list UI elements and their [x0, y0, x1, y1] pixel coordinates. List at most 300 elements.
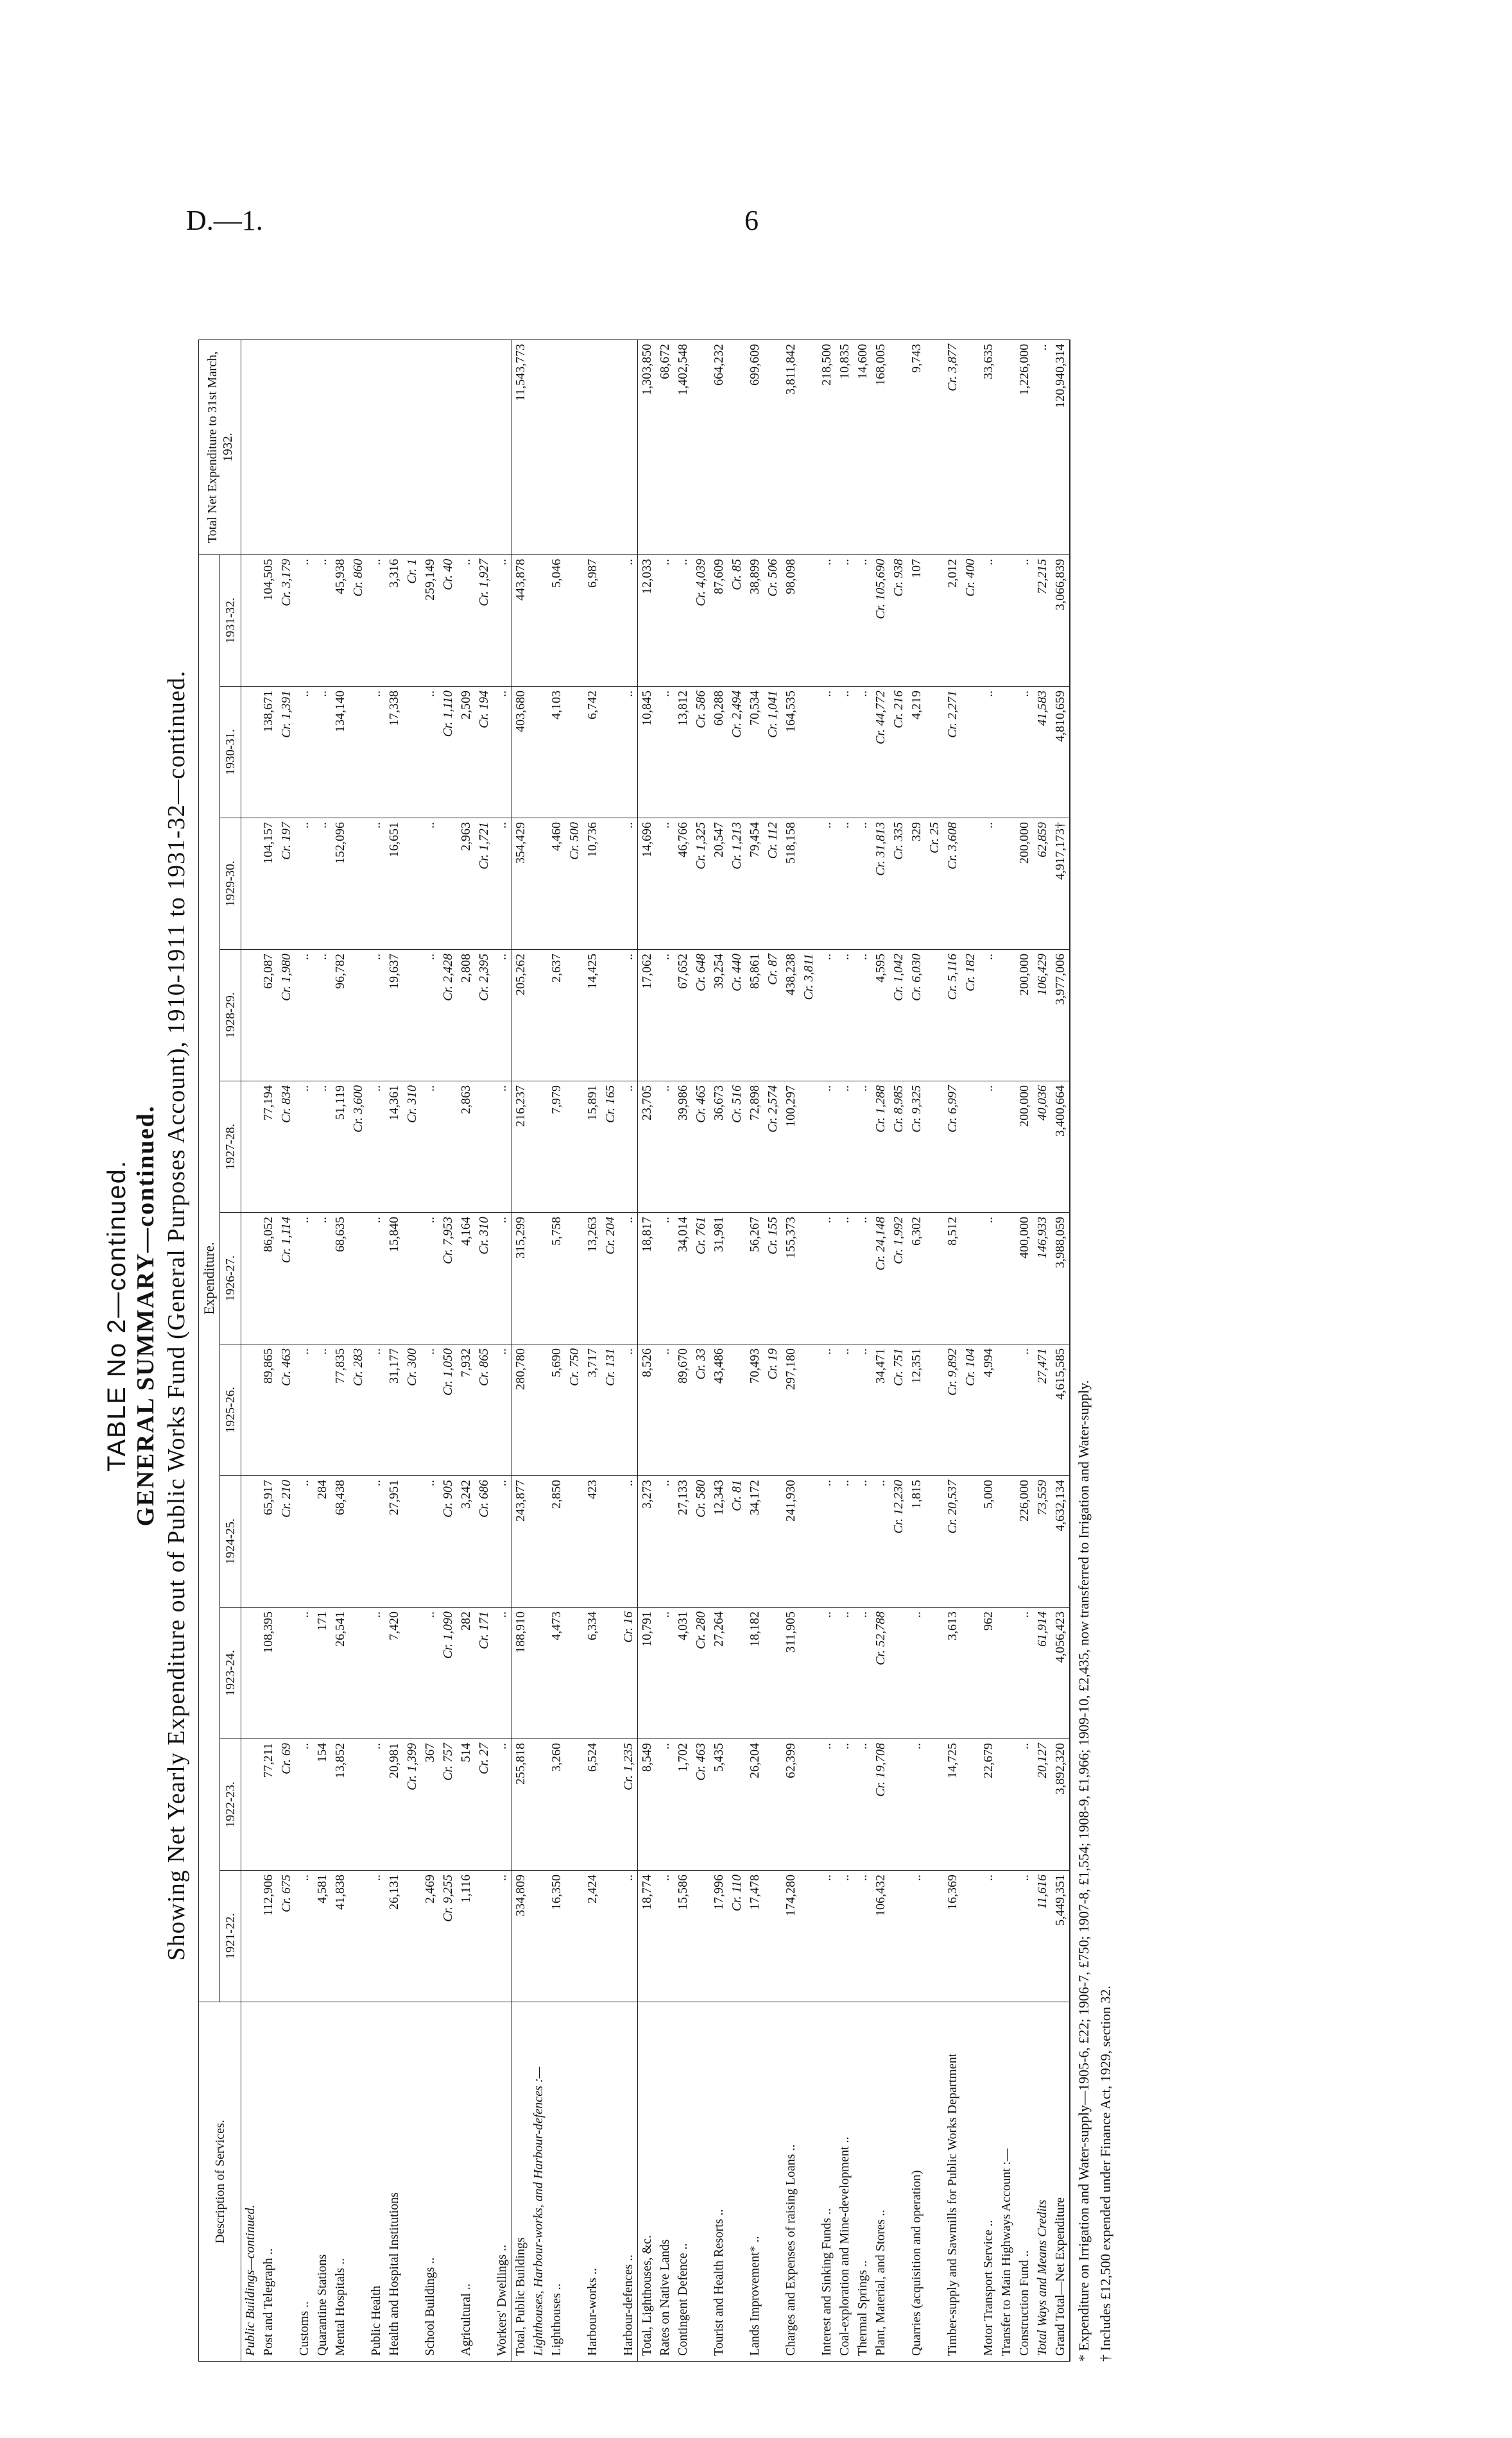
year-cell: 962 — [979, 1608, 997, 1739]
year-cell — [529, 1081, 547, 1213]
year-cell: .. — [421, 1081, 439, 1213]
year-cell — [997, 1081, 1015, 1213]
year-cell: .. — [818, 1344, 836, 1476]
total-cell — [367, 339, 385, 554]
row-description: Interest and Sinking Funds .. — [818, 2002, 836, 2362]
year-cell — [241, 950, 260, 1081]
year-cell: Cr. 310 — [475, 1213, 493, 1344]
year-cell: 3,066,839 — [1051, 554, 1070, 686]
year-cell: 6,302 — [907, 1213, 925, 1344]
year-cell — [601, 1739, 619, 1871]
total-cell: 218,500 — [818, 339, 836, 554]
year-cell: 31,981 — [710, 1213, 728, 1344]
year-cell: 17,338 — [385, 687, 403, 818]
year-cell: Cr. 9,325 — [907, 1081, 925, 1213]
table-row — [349, 339, 367, 2361]
table-row — [1033, 339, 1051, 2361]
year-cell: Cr. 2,574 — [764, 1081, 782, 1213]
year-cell — [961, 687, 979, 818]
year-cell: .. — [818, 1476, 836, 1608]
year-cell: 19,637 — [385, 950, 403, 1081]
year-cell: 68,438 — [331, 1476, 349, 1608]
year-cell: .. — [818, 1608, 836, 1739]
year-cell: 27,133 — [674, 1476, 692, 1608]
year-cell: .. — [367, 1871, 385, 2002]
year-cell — [728, 1344, 746, 1476]
year-cell — [565, 1213, 583, 1344]
year-cell: .. — [619, 818, 638, 950]
total-cell: 168,005 — [872, 339, 889, 554]
year-cell — [800, 554, 818, 686]
year-cell: Cr. 131 — [601, 1344, 619, 1476]
year-cell: Cr. 1,399 — [403, 1739, 421, 1871]
year-cell: 7,979 — [547, 1081, 565, 1213]
year-header: 1928-29. — [220, 950, 241, 1081]
year-cell — [349, 818, 367, 950]
year-cell: 12,351 — [907, 1344, 925, 1476]
year-cell: Cr. 194 — [475, 687, 493, 818]
year-cell: .. — [313, 818, 331, 950]
year-cell: .. — [295, 950, 313, 1081]
year-cell: .. — [295, 554, 313, 686]
total-cell: 10,835 — [836, 339, 854, 554]
year-cell: Cr. 751 — [889, 1344, 907, 1476]
year-cell: .. — [493, 1344, 511, 1476]
year-cell — [925, 1608, 943, 1739]
year-cell: Cr. 31,813 — [872, 818, 889, 950]
year-cell: Cr. 3,811 — [800, 950, 818, 1081]
year-cell: 12,343 — [710, 1476, 728, 1608]
year-cell: 87,609 — [710, 554, 728, 686]
year-cell: Cr. 16 — [619, 1608, 638, 1739]
year-cell: .. — [493, 818, 511, 950]
year-cell: 7,932 — [457, 1344, 475, 1476]
year-cell: 67,652 — [674, 950, 692, 1081]
year-cell: 70,534 — [746, 687, 764, 818]
year-cell: 45,938 — [331, 554, 349, 686]
year-cell: .. — [656, 818, 674, 950]
row-description — [925, 2002, 943, 2362]
year-cell: 72,898 — [746, 1081, 764, 1213]
year-cell: 400,000 — [1015, 1213, 1033, 1344]
row-description: Transfer to Main Highways Account :— — [997, 2002, 1015, 2362]
table-row — [782, 339, 800, 2361]
year-cell: 2,963 — [457, 818, 475, 950]
year-cell: 20,547 — [710, 818, 728, 950]
year-cell — [764, 1476, 782, 1608]
year-cell — [800, 1081, 818, 1213]
year-cell: 3,988,059 — [1051, 1213, 1070, 1344]
year-cell: Cr. 19,708 — [872, 1739, 889, 1871]
year-cell: 6,524 — [583, 1739, 601, 1871]
row-description — [728, 2002, 746, 2362]
year-cell: Cr. 105,690 — [872, 554, 889, 686]
year-cell: Cr. 44,772 — [872, 687, 889, 818]
year-cell: .. — [979, 1213, 997, 1344]
expenditure-table — [198, 339, 1070, 2362]
year-cell: 1,116 — [457, 1871, 475, 2002]
year-cell: Cr. 1,992 — [889, 1213, 907, 1344]
year-cell: Cr. 24,148 — [872, 1213, 889, 1344]
year-cell: 3,717 — [583, 1344, 601, 1476]
year-cell: 14,725 — [943, 1739, 961, 1871]
year-cell: Cr. 580 — [692, 1476, 710, 1608]
year-cell: .. — [295, 1081, 313, 1213]
year-cell: .. — [818, 1213, 836, 1344]
year-cell — [764, 1739, 782, 1871]
row-description: Total, Public Buildings — [511, 2002, 530, 2362]
year-cell: 1,702 — [674, 1739, 692, 1871]
row-description — [439, 2002, 457, 2362]
year-cell: 7,420 — [385, 1608, 403, 1739]
year-cell — [241, 1476, 260, 1608]
year-cell: .. — [979, 818, 997, 950]
year-cell: .. — [854, 950, 872, 1081]
year-cell: .. — [367, 1344, 385, 1476]
year-cell — [241, 554, 260, 686]
year-cell — [349, 1213, 367, 1344]
year-cell — [403, 1213, 421, 1344]
year-cell: Cr. 465 — [692, 1081, 710, 1213]
year-cell: .. — [295, 1608, 313, 1739]
row-description: Construction Fund .. — [1015, 2002, 1033, 2362]
row-description: Lighthouses .. — [547, 2002, 565, 2362]
year-cell: 18,774 — [638, 1871, 657, 2002]
year-cell: 17,062 — [638, 950, 657, 1081]
year-cell: 10,791 — [638, 1608, 657, 1739]
row-description — [692, 2002, 710, 2362]
row-description: Harbour-works .. — [583, 2002, 601, 2362]
year-cell: Cr. 69 — [277, 1739, 295, 1871]
year-cell: .. — [656, 1213, 674, 1344]
year-cell: 282 — [457, 1608, 475, 1739]
table-row — [295, 339, 313, 2361]
year-cell: .. — [656, 1739, 674, 1871]
year-cell: 27,951 — [385, 1476, 403, 1608]
year-cell: 26,204 — [746, 1739, 764, 1871]
year-cell: Cr. 516 — [728, 1081, 746, 1213]
year-header: 1922-23. — [220, 1739, 241, 1871]
year-cell: .. — [295, 818, 313, 950]
row-description — [403, 2002, 421, 2362]
year-cell — [997, 1608, 1015, 1739]
year-cell — [961, 1476, 979, 1608]
year-cell: 39,986 — [674, 1081, 692, 1213]
year-cell: 138,671 — [259, 687, 277, 818]
year-cell — [997, 1871, 1015, 2002]
year-cell: 12,033 — [638, 554, 657, 686]
year-cell — [800, 687, 818, 818]
table-row — [421, 339, 439, 2361]
year-cell — [961, 1081, 979, 1213]
year-cell: Cr. 834 — [277, 1081, 295, 1213]
year-cell — [601, 554, 619, 686]
year-cell — [403, 818, 421, 950]
year-cell — [925, 1739, 943, 1871]
year-cell: 8,526 — [638, 1344, 657, 1476]
year-cell: 16,651 — [385, 818, 403, 950]
table-row — [565, 339, 583, 2361]
year-cell: Cr. 19 — [764, 1344, 782, 1476]
year-header: 1921-22. — [220, 1871, 241, 2002]
year-cell: 154 — [313, 1739, 331, 1871]
year-cell — [439, 1081, 457, 1213]
row-description — [800, 2002, 818, 2362]
total-cell — [403, 339, 421, 554]
year-cell: 18,182 — [746, 1608, 764, 1739]
year-cell: Cr. 1,391 — [277, 687, 295, 818]
year-cell: .. — [979, 1081, 997, 1213]
year-cell: 13,263 — [583, 1213, 601, 1344]
year-cell: Cr. 52,788 — [872, 1608, 889, 1739]
year-cell: .. — [421, 1608, 439, 1739]
year-cell — [241, 818, 260, 950]
year-cell — [529, 1871, 547, 2002]
row-description — [601, 2002, 619, 2362]
year-cell: .. — [1015, 687, 1033, 818]
year-cell — [601, 818, 619, 950]
row-description: Lighthouses, Harbour-works, and Harbour-defences :— — [529, 2002, 547, 2362]
year-cell: 2,863 — [457, 1081, 475, 1213]
total-cell — [295, 339, 313, 554]
table-row — [547, 339, 565, 2361]
year-cell: .. — [854, 1871, 872, 2002]
year-cell: Cr. 3,179 — [277, 554, 295, 686]
row-description: School Buildings .. — [421, 2002, 439, 2362]
year-cell: Cr. 1,213 — [728, 818, 746, 950]
year-cell — [403, 1871, 421, 2002]
year-cell: 2,012 — [943, 554, 961, 686]
row-description: Total, Lighthouses, &c. — [638, 2002, 657, 2362]
year-cell: 43,486 — [710, 1344, 728, 1476]
year-cell: 4,581 — [313, 1871, 331, 2002]
year-cell: 518,158 — [782, 818, 800, 950]
description-header: Description of Services. — [199, 2002, 241, 2362]
year-cell: 164,535 — [782, 687, 800, 818]
year-cell: Cr. 87 — [764, 950, 782, 1081]
expenditure-header: Expenditure. — [199, 554, 220, 2002]
year-cell — [439, 818, 457, 950]
year-cell: .. — [421, 1213, 439, 1344]
year-cell — [961, 818, 979, 950]
year-cell: .. — [836, 1608, 854, 1739]
year-cell: Cr. 27 — [475, 1739, 493, 1871]
year-cell — [349, 687, 367, 818]
year-cell: .. — [493, 554, 511, 686]
year-cell: .. — [818, 554, 836, 686]
row-description: Coal-exploration and Mine-development .. — [836, 2002, 854, 2362]
year-cell: 27,264 — [710, 1608, 728, 1739]
year-cell — [403, 950, 421, 1081]
row-description: Grand Total—Net Expenditure — [1051, 2002, 1070, 2362]
total-cell: 14,600 — [854, 339, 872, 554]
year-cell: 2,850 — [547, 1476, 565, 1608]
year-cell: .. — [421, 950, 439, 1081]
year-cell: .. — [367, 950, 385, 1081]
year-cell: .. — [854, 1344, 872, 1476]
year-cell: 86,052 — [259, 1213, 277, 1344]
year-cell: 15,586 — [674, 1871, 692, 2002]
year-cell: Cr. 8,985 — [889, 1081, 907, 1213]
year-cell: 4,460 — [547, 818, 565, 950]
year-cell: 27,471 — [1033, 1344, 1051, 1476]
total-cell — [961, 339, 979, 554]
table-row — [241, 339, 260, 2361]
year-cell: 5,449,351 — [1051, 1871, 1070, 2002]
year-cell — [241, 687, 260, 818]
year-cell: 89,865 — [259, 1344, 277, 1476]
table-row — [943, 339, 961, 2361]
year-cell: .. — [295, 1213, 313, 1344]
table-row — [475, 339, 493, 2361]
year-cell: 4,615,585 — [1051, 1344, 1070, 1476]
year-cell: Cr. 463 — [277, 1344, 295, 1476]
year-cell: Cr. 2,494 — [728, 687, 746, 818]
year-header: 1927-28. — [220, 1081, 241, 1213]
year-cell: .. — [367, 1476, 385, 1608]
year-cell: Cr. 104 — [961, 1344, 979, 1476]
year-cell — [529, 1739, 547, 1871]
year-cell: Cr. 81 — [728, 1476, 746, 1608]
table-row — [674, 339, 692, 2361]
year-cell: .. — [421, 1344, 439, 1476]
year-cell: Cr. 905 — [439, 1476, 457, 1608]
table-row — [764, 339, 782, 2361]
year-cell: 134,140 — [331, 687, 349, 818]
year-cell: Cr. 2,428 — [439, 950, 457, 1081]
table-row — [277, 339, 295, 2361]
year-cell: .. — [313, 1081, 331, 1213]
year-cell: 62,087 — [259, 950, 277, 1081]
year-cell: 5,758 — [547, 1213, 565, 1344]
row-description — [961, 2002, 979, 2362]
year-cell: .. — [836, 818, 854, 950]
year-cell: .. — [619, 1476, 638, 1608]
year-cell: 3,316 — [385, 554, 403, 686]
table-row — [619, 339, 638, 2361]
year-cell — [925, 1213, 943, 1344]
year-cell: .. — [818, 950, 836, 1081]
year-header: 1925-26. — [220, 1344, 241, 1476]
year-cell: .. — [836, 1871, 854, 2002]
year-cell: Cr. 1,042 — [889, 950, 907, 1081]
total-cell: 664,232 — [710, 339, 728, 554]
year-cell: .. — [979, 687, 997, 818]
year-cell — [961, 1871, 979, 2002]
year-cell: 200,000 — [1015, 1081, 1033, 1213]
row-description — [475, 2002, 493, 2362]
year-cell: Cr. 210 — [277, 1476, 295, 1608]
year-cell: 8,512 — [943, 1213, 961, 1344]
row-description — [565, 2002, 583, 2362]
year-cell — [565, 1871, 583, 2002]
table-row — [385, 339, 403, 2361]
page-identifier: D.—1. — [186, 205, 263, 236]
year-cell: 5,435 — [710, 1739, 728, 1871]
year-cell — [349, 1476, 367, 1608]
year-cell — [349, 1608, 367, 1739]
year-cell — [997, 818, 1015, 950]
year-cell: Cr. 761 — [692, 1213, 710, 1344]
year-cell — [601, 687, 619, 818]
year-cell: .. — [295, 1871, 313, 2002]
year-cell: .. — [1015, 554, 1033, 686]
table-row — [854, 339, 872, 2361]
year-cell: .. — [619, 687, 638, 818]
table-row — [457, 339, 475, 2361]
year-cell: 106,429 — [1033, 950, 1051, 1081]
year-cell — [241, 1081, 260, 1213]
year-cell: 112,906 — [259, 1871, 277, 2002]
year-cell: 4,917,173† — [1051, 818, 1070, 950]
year-cell — [565, 1476, 583, 1608]
table-row — [692, 339, 710, 2361]
year-cell: 20,981 — [385, 1739, 403, 1871]
total-cell: 699,609 — [746, 339, 764, 554]
year-cell: 3,977,006 — [1051, 950, 1070, 1081]
year-cell: .. — [1015, 1608, 1033, 1739]
year-cell: 2,808 — [457, 950, 475, 1081]
year-cell — [475, 1871, 493, 2002]
year-cell: .. — [619, 1344, 638, 1476]
total-cell: 1,226,000 — [1015, 339, 1033, 554]
year-cell — [403, 1608, 421, 1739]
year-cell — [800, 1476, 818, 1608]
year-cell: Cr. 675 — [277, 1871, 295, 2002]
year-cell: Cr. 5,116 — [943, 950, 961, 1081]
rotated-table-page — [103, 270, 1438, 2362]
year-cell: 68,635 — [331, 1213, 349, 1344]
total-cell: .. — [1033, 339, 1051, 554]
year-cell: 280,780 — [511, 1344, 530, 1476]
year-cell: 259,149 — [421, 554, 439, 686]
year-cell — [889, 1739, 907, 1871]
year-cell: Cr. 9,892 — [943, 1344, 961, 1476]
year-cell: .. — [619, 1871, 638, 2002]
table-row — [403, 339, 421, 2361]
total-cell — [889, 339, 907, 554]
year-cell: Cr. 1,927 — [475, 554, 493, 686]
total-cell: 11,543,773 — [511, 339, 530, 554]
row-description: Thermal Springs .. — [854, 2002, 872, 2362]
year-cell: 329 — [907, 818, 925, 950]
year-cell: 4,810,659 — [1051, 687, 1070, 818]
year-cell: .. — [818, 687, 836, 818]
year-cell — [565, 554, 583, 686]
year-cell: .. — [818, 818, 836, 950]
year-cell: .. — [367, 1608, 385, 1739]
year-cell — [925, 1871, 943, 2002]
year-cell: .. — [367, 818, 385, 950]
year-cell: 4,103 — [547, 687, 565, 818]
year-cell: 13,852 — [331, 1739, 349, 1871]
year-cell: 17,478 — [746, 1871, 764, 2002]
row-description: Workers' Dwellings .. — [493, 2002, 511, 2362]
year-cell: 354,429 — [511, 818, 530, 950]
year-cell: 38,899 — [746, 554, 764, 686]
row-description: Quarries (acquisition and operation) — [907, 2002, 925, 2362]
table-title: TABLE No 2—continued. — [103, 1160, 131, 1472]
year-cell: 200,000 — [1015, 818, 1033, 950]
year-cell: 41,838 — [331, 1871, 349, 2002]
year-cell: Cr. 440 — [728, 950, 746, 1081]
year-cell — [728, 1739, 746, 1871]
year-cell: 31,177 — [385, 1344, 403, 1476]
year-cell — [997, 1476, 1015, 1608]
year-cell: Cr. 400 — [961, 554, 979, 686]
row-description: Harbour-defences .. — [619, 2002, 638, 2362]
year-cell: .. — [493, 1476, 511, 1608]
